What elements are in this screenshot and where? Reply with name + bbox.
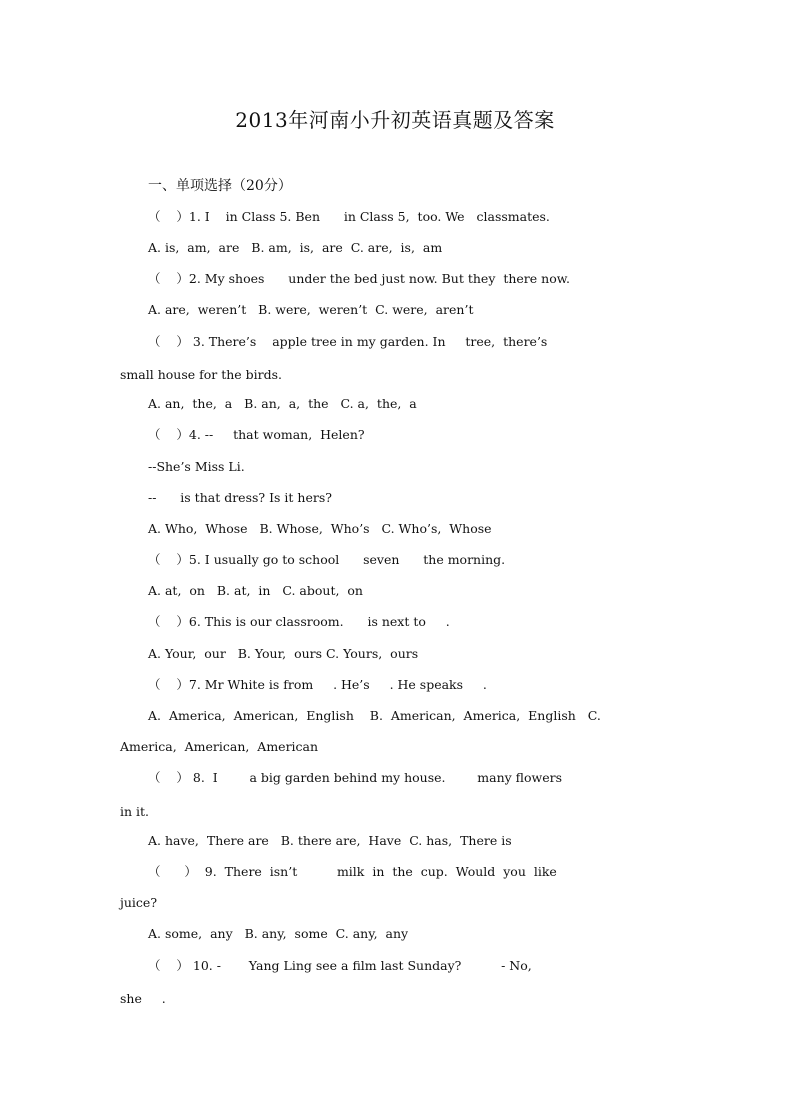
question-10-cont: she . — [120, 991, 166, 1006]
question-4: （ ）4. -- that woman, Helen? — [148, 427, 365, 442]
question-9-options: A. some, any B. any, some C. any, any — [148, 926, 409, 941]
question-8-cont: in it. — [120, 804, 150, 819]
page-title: 2013年河南小升初英语真题及答案 — [235, 108, 555, 132]
question-3-options: A. an, the, a B. an, a, the C. a, the, a — [148, 396, 417, 411]
question-4-options: A. Who, Whose B. Whose, Who’s C. Who’s, Whose — [148, 521, 492, 536]
question-7-options: A. America, American, English B. American, America, English C. — [148, 708, 601, 723]
question-10: （ ） 10. - Yang Ling see a film last Sunday? - No, — [148, 958, 532, 973]
question-4-line-3: -- is that dress? Is it hers? — [148, 490, 332, 505]
question-3-cont: small house for the birds. — [120, 367, 283, 382]
question-5: （ ）5. I usually go to school seven the morning. — [148, 552, 506, 567]
question-6: （ ）6. This is our classroom. is next to . — [148, 614, 450, 629]
question-1: （ ）1. I in Class 5. Ben in Class 5, too. We classmates. — [148, 209, 550, 224]
question-2-options: A. are, weren’t B. were, weren’t C. were, aren’t — [148, 302, 474, 317]
question-7: （ ）7. Mr White is from . He’s . He speaks . — [148, 677, 487, 692]
question-7-options-cont: America, American, American — [120, 739, 319, 754]
question-8-options: A. have, There are B. there are, Have C. has, There is — [148, 833, 512, 848]
question-9: （ ） 9. There isn’t milk in the cup. Would you like — [148, 864, 557, 879]
question-3: （ ） 3. There’s apple tree in my garden. In tree, there’s — [148, 334, 548, 349]
question-1-options: A. is, am, are B. am, is, are C. are, is, am — [148, 240, 443, 255]
question-8: （ ） 8. I a big garden behind my house. many flowers — [148, 770, 563, 785]
section-heading: 一、单项选择（20分） — [148, 178, 292, 194]
question-4-line-2: --She’s Miss Li. — [148, 459, 245, 474]
question-9-cont: juice? — [120, 895, 158, 910]
question-2: （ ）2. My shoes under the bed just now. But they there now. — [148, 271, 570, 286]
question-5-options: A. at, on B. at, in C. about, on — [148, 583, 363, 598]
question-6-options: A. Your, our B. Your, ours C. Yours, ours — [148, 646, 419, 661]
